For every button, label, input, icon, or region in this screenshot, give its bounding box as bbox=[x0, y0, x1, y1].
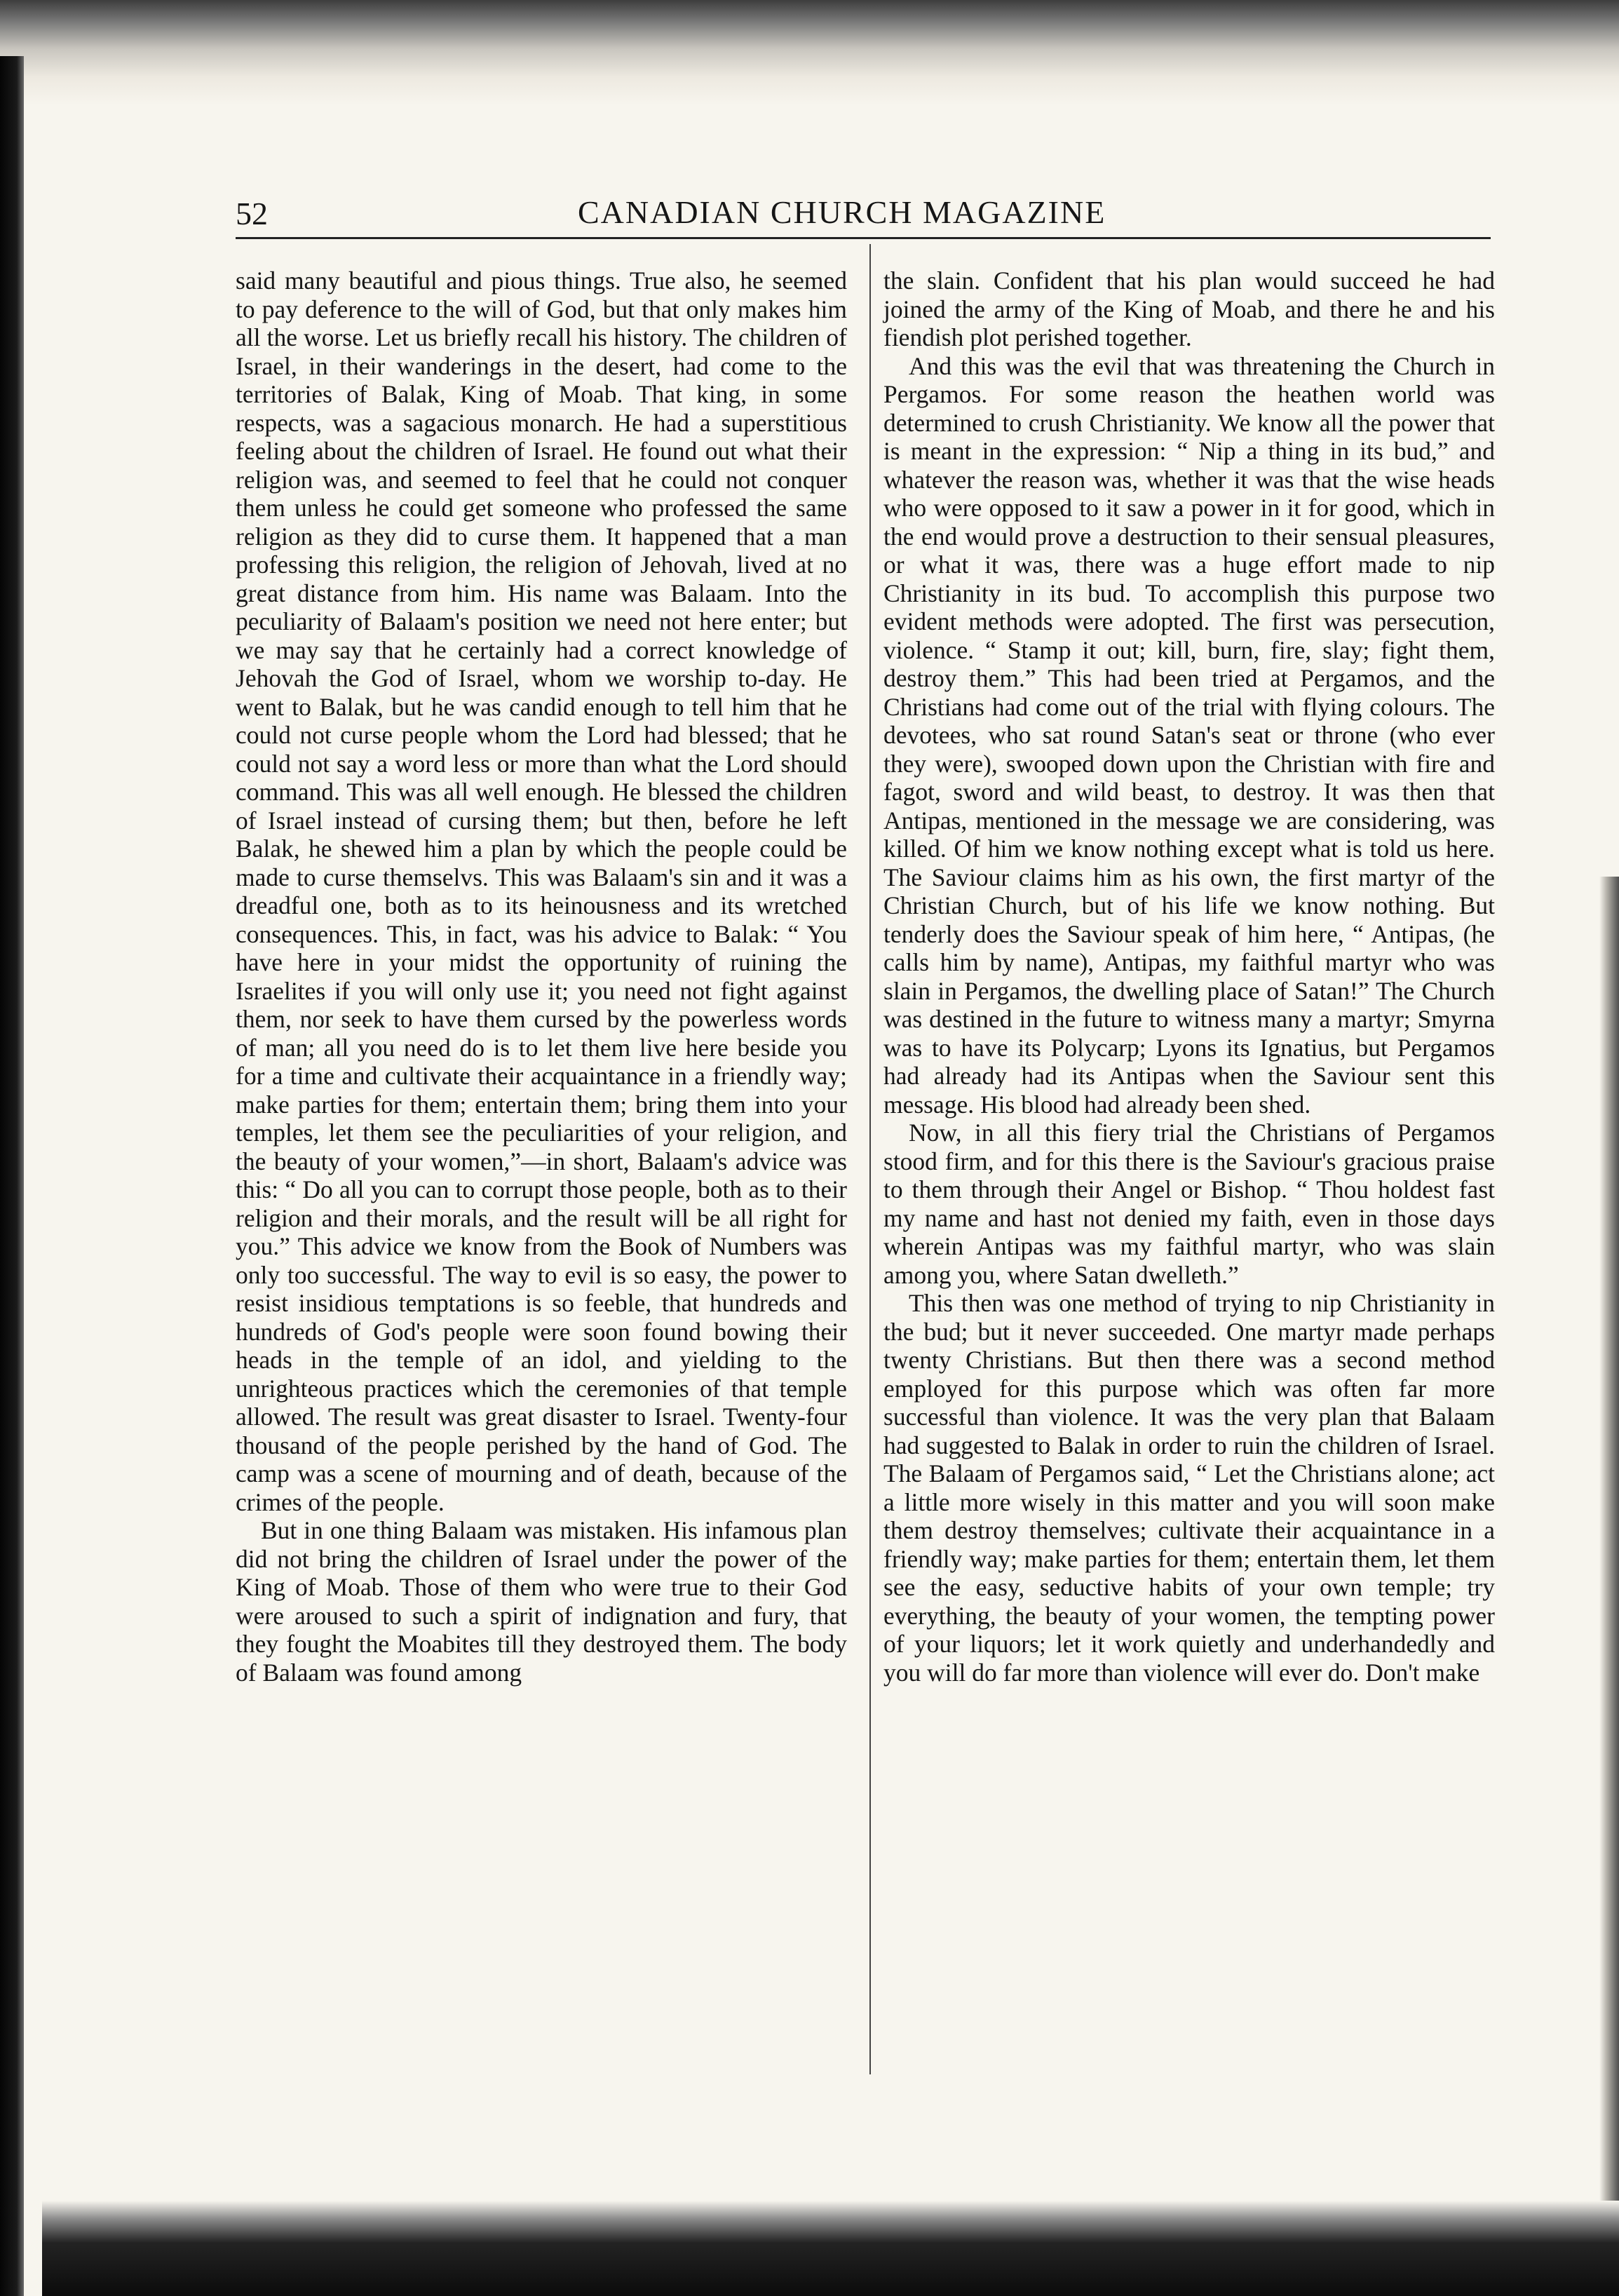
page-number: 52 bbox=[236, 196, 268, 231]
paragraph: said many beautiful and pious things. True also, he seemed to pay deference to the will of God, but that only makes him all the worse. Let us briefly recall his history. The children of Israel, in their wanderings in the desert, had come to the territories of Balak, King of Moab. That king, in some respects, was a sagacious monarch. He had a superstitious feeling about the children of Israel. He found out what their religion was, and seemed to feel that he could not conquer them unless he could get someone who professed the same religion as they did to curse them. It happened that a man professing this religion, the religion of Jehovah, lived at no great distance from him. His name was Balaam. Into the peculiarity of Balaam's position we need not here enter; but we may say that he certainly had a correct knowledge of Jehovah the God of Israel, whom we worship to-day. He went to Balak, but he was candid enough to tell him that he could not curse people whom the Lord had blessed; that he could not say a word less or more than what the Lord should command. This was all well enough. He blessed the children of Israel instead of cursing them; but then, before he left Balak, he shewed him a plan by which the people could be made to curse themselvs. This was Balaam's sin and it was a dreadful one, both as to its heinousness and its wretched consequences. This, in fact, was his advice to Balak: “ You have here in your midst the opportunity of ruining the Israelites if you will only use it; you need not fight against them, nor seek to have them cursed by the powerless words of man; all you need do is to let them live here beside you for a time and cultivate their acquaintance in a friendly way; make parties for them; entertain them; bring them into your temples, let them see the peculiarities of your religion, and the beauty of your women,”—in short, Balaam's advice was this: “ Do all you can to corrupt those people, both as to their religion and their morals, and the result will be all right for you.” This advice we know from the Book of Numbers was only too successful. The way to evil is so easy, the power to resist insidious temptations is so feeble, that hundreds and hundreds of God's people were soon found bowing their heads in the temple of an idol, and yielding to the unrighteous practices which the ceremonies of that temple allowed. The result was great disaster to Israel. Twenty-four thousand of the people perished by the hand of God. The camp was a scene of mourning and of death, because of the crimes of the people. bbox=[236, 266, 847, 1516]
left-column bbox=[236, 266, 847, 1687]
paragraph: This then was one method of trying to nip Christianity in the bud; but it never succeeded. One martyr made perhaps twenty Christians. But then there was a second method employed for this purpose which was often far more successful than violence. It was the very plan that Balaam had suggested to Balak in order to ruin the children of Israel. The Balaam of Pergamos said, “ Let the Christians alone; act a little more wisely in this matter and you will soon make them destroy themselves; cultivate their acquaintance in a friendly way; make parties for them; entertain them, let them see the easy, seductive habits of your own temple; try everything, the beauty of your women, the tempting power of your liquors; let it work quietly and underhandedly and you will do far more than violence will ever do. Don't make bbox=[883, 1289, 1495, 1687]
scan-edge-bottom bbox=[42, 2201, 1619, 2296]
paragraph: the slain. Confident that his plan would succeed he had joined the army of the King of Moab, and there he and his fiendish plot perished together. bbox=[883, 266, 1495, 351]
header-rule bbox=[236, 237, 1491, 239]
paragraph: But in one thing Balaam was mistaken. His infamous plan did not bring the children of Israel under the power of the King of Moab. Those of them who were true to their God were aroused to such a spirit of indignation and fury, that they fought the Moabites till they destroyed them. The body of Balaam was found among bbox=[236, 1516, 847, 1687]
page-header bbox=[236, 189, 1491, 231]
scan-edge-top bbox=[0, 0, 1619, 105]
column-divider bbox=[869, 244, 871, 2074]
right-column bbox=[883, 266, 1495, 1687]
paragraph: Now, in all this fiery trial the Christians of Pergamos stood firm, and for this there is the Saviour's gracious praise to them through their Angel or Bishop. “ Thou holdest fast my name and hast not denied my faith, even in those days wherein Antipas was my faithful martyr, who was slain among you, where Satan dwelleth.” bbox=[883, 1119, 1495, 1289]
scan-edge-left bbox=[0, 56, 24, 2296]
magazine-title: CANADIAN CHURCH MAGAZINE bbox=[578, 194, 1106, 230]
scan-edge-right bbox=[1599, 877, 1619, 2244]
paragraph: And this was the evil that was threatening the Church in Pergamos. For some reason the heathen world was determined to crush Christianity. We know all the power that is meant in the expression: “ Nip a thing in its bud,” and whatever the reason was, whether it was that the wise heads who were opposed to it saw a power in it for good, which in the end would prove a destruction to their sensual pleasures, or what it was, there was a huge effort made to nip Christianity in its bud. To accomplish this purpose two evident methods were adopted. The first was persecution, violence. “ Stamp it out; kill, burn, fire, slay; fight them, destroy them.” This had been tried at Pergamos, and the Christians had come out of the trial with flying colours. The devotees, who sat round Satan's seat or throne (who ever they were), swooped down upon the Christian with fire and fagot, sword and wild beast, to destroy. It was then that Antipas, mentioned in the message we are considering, was killed. Of him we know nothing except what is told us here. The Saviour claims him as his own, the first martyr of the Christian Church, but of his life we know nothing. But tenderly does the Saviour speak of him here, “ Antipas, (he calls him by name), Antipas, my faithful martyr who was slain in Pergamos, the dwelling place of Satan!” The Church was destined in the future to witness many a martyr; Smyrna was to have its Polycarp; Lyons its Ignatius, but Pergamos had already had its Antipas when the Saviour sent this message. His blood had already been shed. bbox=[883, 351, 1495, 1119]
